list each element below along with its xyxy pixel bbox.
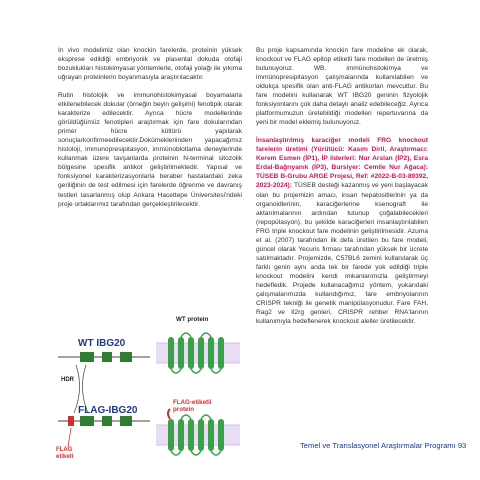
page-footer: Temel ve Translasyonel Araştırmalar Programı 93 [300, 441, 467, 450]
hdr-label: HDR [61, 377, 74, 383]
wt-gene-label: WT IBG20 [78, 338, 126, 349]
wt-exon-3 [120, 352, 132, 362]
paragraph-in-vivo: In vivo modelimiz olan knockin farelerde, proteinin yüksek eksprese edildiği embriyonik ve plasental dokuda otofaji bozuklukları histokimyasal yöntemlerle, otofaji yolağı ile yıkıma uğrayan proteinlerin boyanmasıyla araştırılacaktır. [58, 47, 242, 82]
wt-exon-1 [80, 352, 94, 362]
flag-gene-label: FLAG-IBG20 [78, 405, 138, 416]
flag-tag-label: FLAG etiketi [56, 447, 74, 460]
flag-tag-arrow [68, 428, 71, 447]
flag-gene-exon-1 [80, 416, 94, 426]
wt-exon-2 [102, 352, 112, 362]
flag-gene-exon-3 [120, 416, 132, 426]
project-title-highlight: İnsanlaştırılmış karaciğer modeli FRG knockout farelerin üretimi (Yürütücü: Kasım Diril, Araştırmacı: Kerem Esmen (İP1), İP liderleri: Nur Arslan (İP2), Esra Erdal-Bağrıyanık (İP3), Bursiyer: Cemile Nur Ağaca): TÜSEB B-Grubu ARGE Projesi, Ref: #2022-B-03-89392, 2023-2024): [256, 137, 428, 190]
paragraph-frg-project [256, 136, 428, 326]
project-description: TÜSEB desteği kazanmış ve yeni başlayacak olan bu projemizin amacı, insan hepatositlerinin ya da organoidlerinin, karaciğerlerine ksenograft ile aktarılmalarının ardından tutunup çoğalabilecekleri (repopülasyon), bu şekilde karaciğerleri insanlaştırılabilen FRG triple knockout fare modelinin geliştirilmesidir. Azuma et al. (2007) tarafından ilk defa üretilen bu fare modeli, güncel olarak Yecuris firması tarafından yüksek bir ücrete satılmaktadır. Projemizde, C57BL6 zemini kullanılarak üç farklı genin aynı anda tek bir farede yok edildiği triple knockout modelini kendi imkanlarımızla geliştirmeyi hedefledik. Projede kullanacağımız yöntem, yukarıdaki çalışmalarımızda kullandığımız, fare embriyolarının CRISPR tekniği ile genetik manipülasyonudur. Fare FAH, Rag2 ve Il2rg genleri, CRISPR rehber RNA'larının kullanımıyla hedeflenerek knockout aleller üretilecektir. [256, 182, 429, 326]
knockin-figure [56, 316, 248, 479]
figure-graphic [58, 329, 248, 479]
flag-gene-exon-2 [102, 416, 112, 426]
wt-protein-label: WT protein [176, 316, 209, 323]
paragraph-histology: Rutin histolojik ve immunohistokimyasal boyamalarla etkilenebilecek dokular (örneğin beyin gelişimi) fenotipik olarak karakterize edilecektir. Ayrıca hücre modellerinde görüldüğümüz fenotipleri araştırmak için fare dokularından primer hücre kültürü yapılarak sonuçlarkonfirmeedilecektir.Dokümekleriinden yapacağımız histoloji, immunopresipitasyon, immünoblotlama deneylerinde kullanmak üzere tavşanlarda proteinin N-terminal sitozolik bölgesine spesifik antikot geliştirilmektedir. Yapısal ve fonksiyonel karakterizasyonlarla beraber hastalardaki zeka geriliğinin de test edilmesi için farelerde öğrenme ve davranış testleri tasarlanmış olup Ankara Hacettepe Üniversitesi'ndeki proje ortaklarımız tarafından gerçekleştirilecektir. [58, 91, 242, 208]
flag-exon [68, 416, 74, 426]
left-text-column [58, 46, 242, 217]
right-text-column [256, 46, 428, 335]
flag-tag-on-protein [168, 409, 170, 419]
paragraph-knockin-model: Bu proje kapsamında knockin fare modeline ek olarak, knockout ve FLAG epitop etiketli fare modelleri de üretmiş bulunuyoruz. WB, immünohistokimya ve immünopresipitasyon çalışmalarında kullanılabilen ve oldukça spesifik olan anti-FLAG antikorları mevcuttur. Bu fare modelini kullanarak WT IBG20 geninin fizyolojik fonksiyonlarını çok daha detaylı analiz edebileceğiz. Ayrıca platformumuzun üretebildiği modelleri repertuvarına da yeni bir model eklemiş bulunuyoruz. [256, 47, 428, 127]
flag-protein-label: FLAG-etiketli protein [173, 399, 212, 413]
